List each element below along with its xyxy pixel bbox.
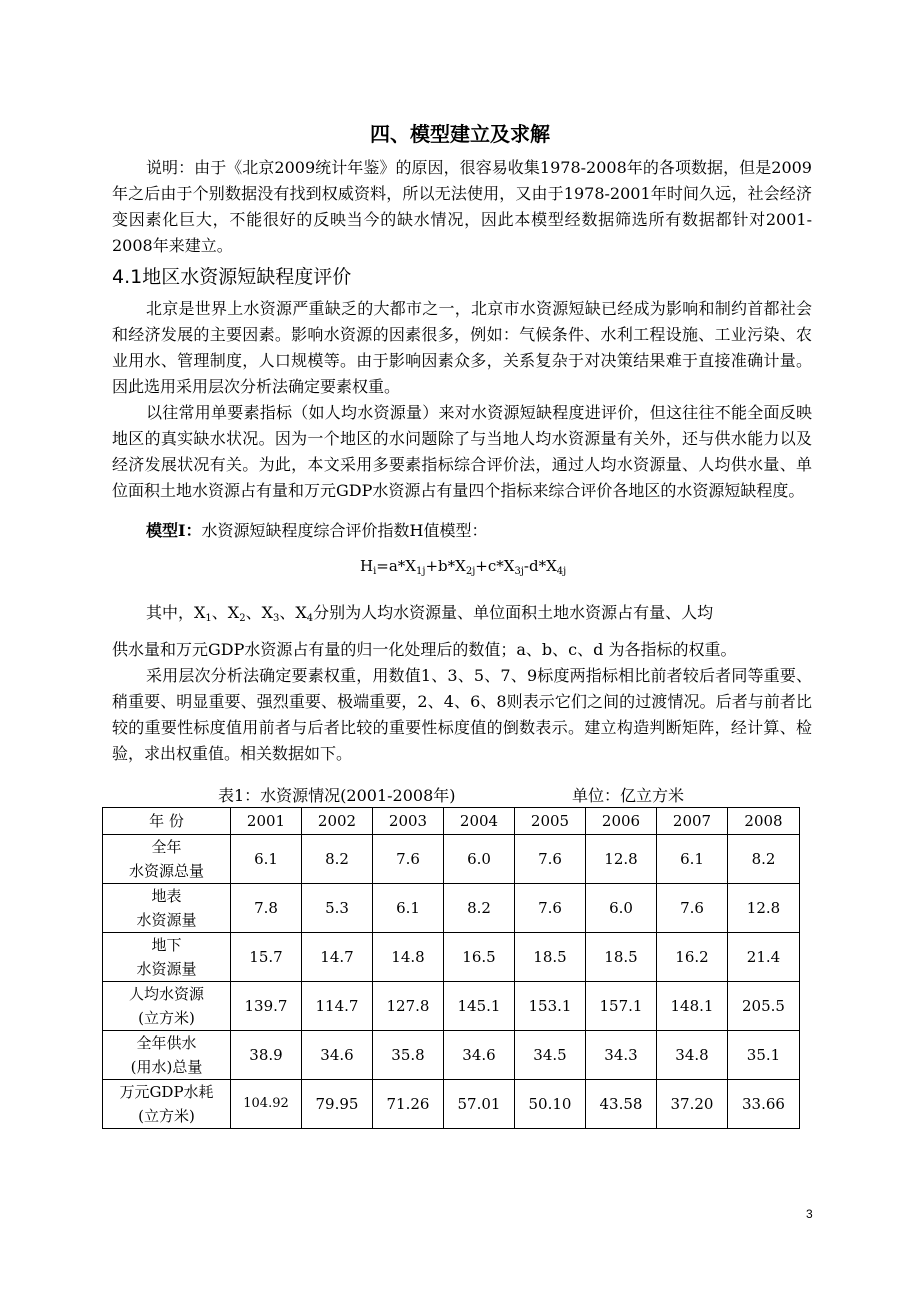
table-cell: 148.1 bbox=[657, 982, 728, 1031]
table-cell: 6.1 bbox=[657, 835, 728, 884]
table-caption: 表1：水资源情况(2001-2008年) bbox=[218, 786, 456, 805]
section-heading: 4.1地区水资源短缺程度评价 bbox=[112, 266, 352, 288]
table-cell: 139.7 bbox=[231, 982, 302, 1031]
table-cell: 35.1 bbox=[728, 1031, 800, 1080]
table-cell: 34.8 bbox=[657, 1031, 728, 1080]
model-line bbox=[112, 518, 812, 544]
row-label: 万元GDP水耗 (立方米) bbox=[103, 1080, 231, 1129]
header-cell: 2001 bbox=[231, 808, 302, 835]
table-cell: 21.4 bbox=[728, 933, 800, 982]
table-row bbox=[103, 982, 800, 1031]
page-number: 3 bbox=[806, 1207, 813, 1221]
table-unit: 单位：亿立方米 bbox=[572, 786, 685, 805]
header-cell: 2003 bbox=[373, 808, 444, 835]
table-cell: 7.6 bbox=[515, 835, 586, 884]
table-cell: 16.2 bbox=[657, 933, 728, 982]
table-cell: 114.7 bbox=[302, 982, 373, 1031]
table-row bbox=[103, 1031, 800, 1080]
formula: $H_i=a*X_{1j}+b*X_{2j}+c*X_{3j}-d*X_{4j}$ bbox=[360, 557, 567, 577]
table-cell: 153.1 bbox=[515, 982, 586, 1031]
table-cell: 34.6 bbox=[302, 1031, 373, 1080]
table-cell: 8.2 bbox=[728, 835, 800, 884]
intro-paragraph: 说明：由于《北京2009统计年鉴》的原因，很容易收集1978-2008年的各项数据，但是2009年之后由于个别数据没有找到权威资料，所以无法使用，又由于1978-2001年时间久远，社会经济变因素化巨大，不能很好的反映当今的缺水情况，因此本模型经数据筛选所有数据都针对2001-2008年来建立。 bbox=[112, 158, 812, 255]
paragraph-3: 供水量和万元GDP水资源占有量的归一化处理后的数值；a、b、c、d 为各指标的权重。 bbox=[112, 640, 737, 659]
paragraph-2: 以往常用单要素指标（如人均水资源量）来对水资源短缺程度进评价，但这往往不能全面反映地区的真实缺水状况。因为一个地区的水问题除了与当地人均水资源量有关外，还与供水能力以及经济发展状况有关。为此，本文采用多要素指标综合评价法，通过人均水资源量、人均供水量、单位面积土地水资源占有量和万元GDP水资源占有量四个指标来综合评价各地区的水资源短缺程度。 bbox=[112, 403, 812, 500]
table-cell: 6.1 bbox=[373, 884, 444, 933]
table-cell: 43.58 bbox=[586, 1080, 657, 1129]
table-cell: 16.5 bbox=[444, 933, 515, 982]
table-cell: 34.6 bbox=[444, 1031, 515, 1080]
table-cell: 104.92 bbox=[231, 1080, 302, 1129]
table-cell: 6.1 bbox=[231, 835, 302, 884]
table-cell: 157.1 bbox=[586, 982, 657, 1031]
table-cell: 33.66 bbox=[728, 1080, 800, 1129]
table-header-row bbox=[103, 808, 800, 835]
paragraph-1: 北京是世界上水资源严重缺乏的大都市之一，北京市水资源短缺已经成为影响和制约首都社会和经济发展的主要因素。影响水资源的因素很多，例如：气候条件、水利工程设施、工业污染、农业用水、管理制度，人口规模等。由于影响因素众多，关系复杂于对决策结果难于直接准确计量。因此选用采用层次分析法确定要素权重。 bbox=[112, 299, 812, 396]
page-title: 四、模型建立及求解 bbox=[370, 122, 550, 146]
table-row bbox=[103, 835, 800, 884]
row-label: 地表 水资源量 bbox=[103, 884, 231, 933]
header-cell: 2002 bbox=[302, 808, 373, 835]
row-label: 地下 水资源量 bbox=[103, 933, 231, 982]
table-cell: 14.8 bbox=[373, 933, 444, 982]
table-cell: 8.2 bbox=[302, 835, 373, 884]
row-label: 人均水资源 (立方米) bbox=[103, 982, 231, 1031]
table-cell: 7.8 bbox=[231, 884, 302, 933]
table-cell: 34.5 bbox=[515, 1031, 586, 1080]
paragraph-4: 采用层次分析法确定要素权重，用数值1、3、5、7、9标度两指标相比前者较后者同等重要、稍重要、明显重要、强烈重要、极端重要，2、4、6、8则表示它们之间的过渡情况。后者与前者比较的重要性标度值用前者与后者比较的重要性标度值的倒数表示。建立构造判断矩阵，经计算、检验，求出权重值。相关数据如下。 bbox=[112, 666, 812, 763]
table-cell: 18.5 bbox=[586, 933, 657, 982]
table-cell: 15.7 bbox=[231, 933, 302, 982]
table-cell: 145.1 bbox=[444, 982, 515, 1031]
row-label: 全年供水 (用水)总量 bbox=[103, 1031, 231, 1080]
header-cell: 2007 bbox=[657, 808, 728, 835]
table-cell: 5.3 bbox=[302, 884, 373, 933]
table-cell: 50.10 bbox=[515, 1080, 586, 1129]
table-row bbox=[103, 1080, 800, 1129]
header-cell: 2008 bbox=[728, 808, 800, 835]
table-cell: 18.5 bbox=[515, 933, 586, 982]
table-cell: 37.20 bbox=[657, 1080, 728, 1129]
table-cell: 38.9 bbox=[231, 1031, 302, 1080]
water-resources-table bbox=[102, 807, 800, 1129]
table-row bbox=[103, 884, 800, 933]
table-cell: 12.8 bbox=[728, 884, 800, 933]
table-cell: 127.8 bbox=[373, 982, 444, 1031]
header-cell: 2004 bbox=[444, 808, 515, 835]
table-cell: 7.6 bbox=[657, 884, 728, 933]
row-label: 全年 水资源总量 bbox=[103, 835, 231, 884]
header-cell: 2005 bbox=[515, 808, 586, 835]
table-cell: 14.7 bbox=[302, 933, 373, 982]
where-line: 其中，$X_1$、$X_2$、$X_3$、$X_4$分别为人均水资源量、单位面积土地水资源占有量、人均 bbox=[146, 603, 714, 624]
table-cell: 57.01 bbox=[444, 1080, 515, 1129]
header-cell: 2006 bbox=[586, 808, 657, 835]
table-cell: 6.0 bbox=[444, 835, 515, 884]
table-cell: 7.6 bbox=[515, 884, 586, 933]
table-cell: 6.0 bbox=[586, 884, 657, 933]
table-cell: 7.6 bbox=[373, 835, 444, 884]
table-cell: 71.26 bbox=[373, 1080, 444, 1129]
table-cell: 34.3 bbox=[586, 1031, 657, 1080]
table-row bbox=[103, 933, 800, 982]
table-cell: 12.8 bbox=[586, 835, 657, 884]
model-text: 水资源短缺程度综合评价指数H值模型： bbox=[201, 521, 488, 540]
model-label: 模型Ⅰ： bbox=[146, 521, 202, 540]
table-cell: 205.5 bbox=[728, 982, 800, 1031]
table-cell: 35.8 bbox=[373, 1031, 444, 1080]
table-cell: 79.95 bbox=[302, 1080, 373, 1129]
header-cell: 年 份 bbox=[103, 808, 231, 835]
table-cell: 8.2 bbox=[444, 884, 515, 933]
